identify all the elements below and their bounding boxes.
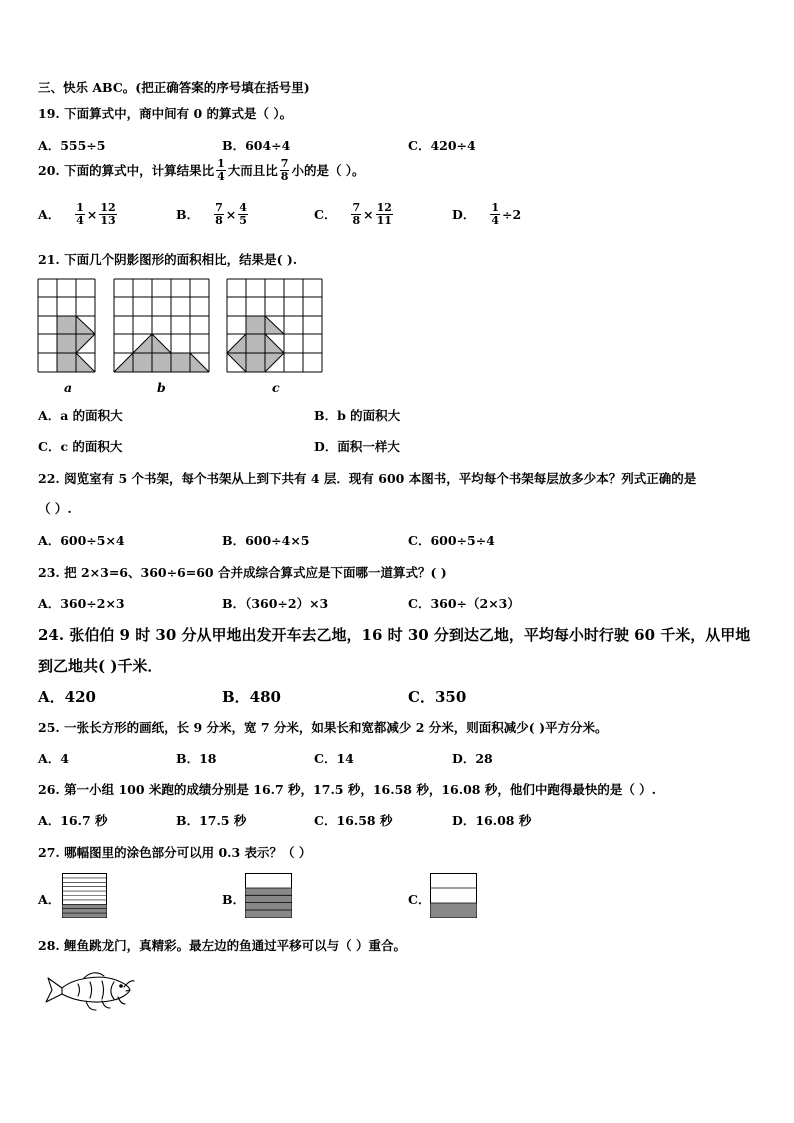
q20-option-a[interactable] bbox=[38, 202, 118, 226]
q27-figure-b-thirds[interactable] bbox=[245, 873, 293, 919]
question-23-stem: 23. 把 2×3=6、360÷6=60 合并成综合算式应是下面哪一道算式？( ) bbox=[38, 565, 447, 580]
grid-figure-c bbox=[226, 278, 324, 374]
q20-option-d[interactable] bbox=[452, 202, 521, 226]
shaded-column bbox=[57, 316, 76, 372]
figure-label-b: b bbox=[157, 380, 166, 395]
q20-option-c[interactable] bbox=[314, 202, 394, 226]
q22-option-a[interactable]: A．600÷5×4 bbox=[38, 533, 125, 548]
q24-option-b[interactable]: B．480 bbox=[222, 688, 281, 706]
fraction-numerator: 7 bbox=[215, 201, 223, 214]
grid-figure-b bbox=[113, 278, 211, 374]
fraction-denominator: 8 bbox=[215, 213, 223, 227]
fraction bbox=[99, 202, 116, 226]
q27-figure-c-thirds[interactable] bbox=[430, 873, 478, 919]
operator: ÷2 bbox=[502, 206, 522, 222]
question-22-stem-cont: （ ）. bbox=[38, 501, 72, 516]
q23-option-c[interactable]: C．360÷（2×3） bbox=[408, 596, 520, 611]
question-26-stem: 26. 第一小组 100 米跑的成绩分别是 16.7 秒，17.5 秒，16.58 秒，16.08 秒，他们中跑得最快的是（ ）. bbox=[38, 782, 657, 797]
fraction-denominator: 8 bbox=[280, 169, 289, 183]
q25-option-a[interactable]: A．4 bbox=[38, 751, 69, 766]
shaded-square bbox=[246, 316, 265, 334]
fraction bbox=[238, 202, 248, 226]
question-27-stem: 27. 哪幅图里的涂色部分可以用 0.3 表示？（ ） bbox=[38, 845, 312, 860]
section-title: 三、快乐 ABC。(把正确答案的序号填在括号里) bbox=[38, 80, 310, 95]
fraction-denominator: 4 bbox=[491, 213, 499, 227]
operator: × bbox=[225, 206, 237, 222]
q19-option-a[interactable]: A．555÷5 bbox=[38, 138, 106, 153]
fraction-numerator: 12 bbox=[376, 201, 392, 214]
q25-option-d[interactable]: D．28 bbox=[452, 751, 493, 766]
q26-option-b[interactable]: B．17.5 秒 bbox=[176, 813, 247, 828]
operator: × bbox=[363, 206, 374, 222]
question-24-stem-cont: 到乙地共( )千米． bbox=[38, 657, 163, 675]
fraction-numerator: 1 bbox=[217, 157, 225, 170]
fraction-numerator: 7 bbox=[352, 201, 361, 214]
grid-figure-a bbox=[37, 278, 99, 374]
question-24-stem: 24. 张伯伯 9 时 30 分从甲地出发开车去乙地，16 时 30 分到达乙地，平均每小时行驶 60 千米，从甲地 bbox=[38, 626, 751, 644]
operator: × bbox=[86, 206, 98, 222]
q25-option-c[interactable]: C．14 bbox=[314, 751, 354, 766]
q20-stem-part-c: 小的是（ ）。 bbox=[291, 163, 365, 179]
carp-fish-icon bbox=[44, 966, 136, 1016]
fraction-denominator: 4 bbox=[76, 213, 84, 227]
q27-option-c-label[interactable]: C． bbox=[408, 892, 431, 907]
q24-option-c[interactable]: C．350 bbox=[408, 688, 467, 706]
q21-option-a[interactable]: A．a 的面积大 bbox=[38, 408, 123, 423]
figure-label-c: c bbox=[272, 380, 280, 395]
q20-stem-part-a: 20. 下面的算式中，计算结果比 bbox=[38, 163, 215, 179]
q26-option-c[interactable]: C．16.58 秒 bbox=[314, 813, 393, 828]
fraction-numerator: 7 bbox=[280, 157, 289, 170]
option-letter: D． bbox=[452, 207, 476, 223]
fraction-numerator: 4 bbox=[239, 201, 247, 214]
question-19-stem: 19. 下面算式中，商中间有 0 的算式是（ ）。 bbox=[38, 106, 293, 121]
fraction-denominator: 8 bbox=[352, 213, 361, 227]
q22-option-c[interactable]: C．600÷5÷4 bbox=[408, 533, 495, 548]
q20-stem-part-b: 大而且比 bbox=[227, 163, 278, 179]
q21-option-d[interactable]: D．面积一样大 bbox=[314, 439, 400, 454]
fraction bbox=[351, 202, 361, 226]
fraction bbox=[376, 202, 393, 226]
fraction-numerator: 12 bbox=[100, 201, 116, 214]
question-22-stem: 22. 阅览室有 5 个书架，每个书架从上到下共有 4 层．现有 600 本图书，平均每个书架每层放多少本？列式正确的是 bbox=[38, 471, 697, 486]
question-21-stem: 21. 下面几个阴影图形的面积相比，结果是( ). bbox=[38, 252, 298, 267]
fraction-numerator: 1 bbox=[491, 201, 499, 214]
q26-option-a[interactable]: A．16.7 秒 bbox=[38, 813, 108, 828]
fraction bbox=[214, 202, 224, 226]
q27-option-a-label[interactable]: A． bbox=[38, 892, 61, 907]
q20-option-b[interactable] bbox=[176, 202, 249, 226]
q22-option-b[interactable]: B．600÷4×5 bbox=[222, 533, 310, 548]
q24-option-a[interactable]: A．420 bbox=[38, 688, 96, 706]
q25-option-b[interactable]: B．18 bbox=[176, 751, 217, 766]
fraction-denominator: 5 bbox=[239, 213, 247, 227]
option-letter: C． bbox=[314, 207, 337, 223]
question-20-stem bbox=[38, 158, 365, 182]
question-25-stem: 25. 一张长方形的画纸，长 9 分米，宽 7 分米，如果长和宽都减少 2 分米，则面积减少( )平方分米。 bbox=[38, 720, 608, 735]
q21-option-b[interactable]: B．b 的面积大 bbox=[314, 408, 401, 423]
q26-option-d[interactable]: D．16.08 秒 bbox=[452, 813, 532, 828]
fraction-denominator: 13 bbox=[100, 213, 116, 227]
fraction bbox=[490, 202, 500, 226]
q19-option-b[interactable]: B．604÷4 bbox=[222, 138, 291, 153]
fraction-denominator: 4 bbox=[217, 169, 225, 183]
fraction bbox=[75, 202, 85, 226]
q23-option-b[interactable]: B．（360÷2）×3 bbox=[222, 596, 329, 611]
fraction-one-quarter bbox=[216, 158, 226, 182]
option-letter: B． bbox=[176, 207, 200, 223]
q21-option-c[interactable]: C．c 的面积大 bbox=[38, 439, 123, 454]
q27-option-b-label[interactable]: B． bbox=[222, 892, 246, 907]
figure-label-a: a bbox=[64, 380, 73, 395]
fraction-seven-eighths bbox=[280, 158, 290, 182]
q27-figure-a-striped[interactable] bbox=[62, 873, 108, 919]
option-letter: A． bbox=[38, 207, 61, 223]
q23-option-a[interactable]: A．360÷2×3 bbox=[38, 596, 125, 611]
question-28-stem: 28. 鲤鱼跳龙门，真精彩。最左边的鱼通过平移可以与（ ）重合。 bbox=[38, 938, 406, 953]
q19-option-c[interactable]: C．420÷4 bbox=[408, 138, 476, 153]
fraction-numerator: 1 bbox=[76, 201, 84, 214]
fraction-denominator: 11 bbox=[376, 213, 392, 227]
